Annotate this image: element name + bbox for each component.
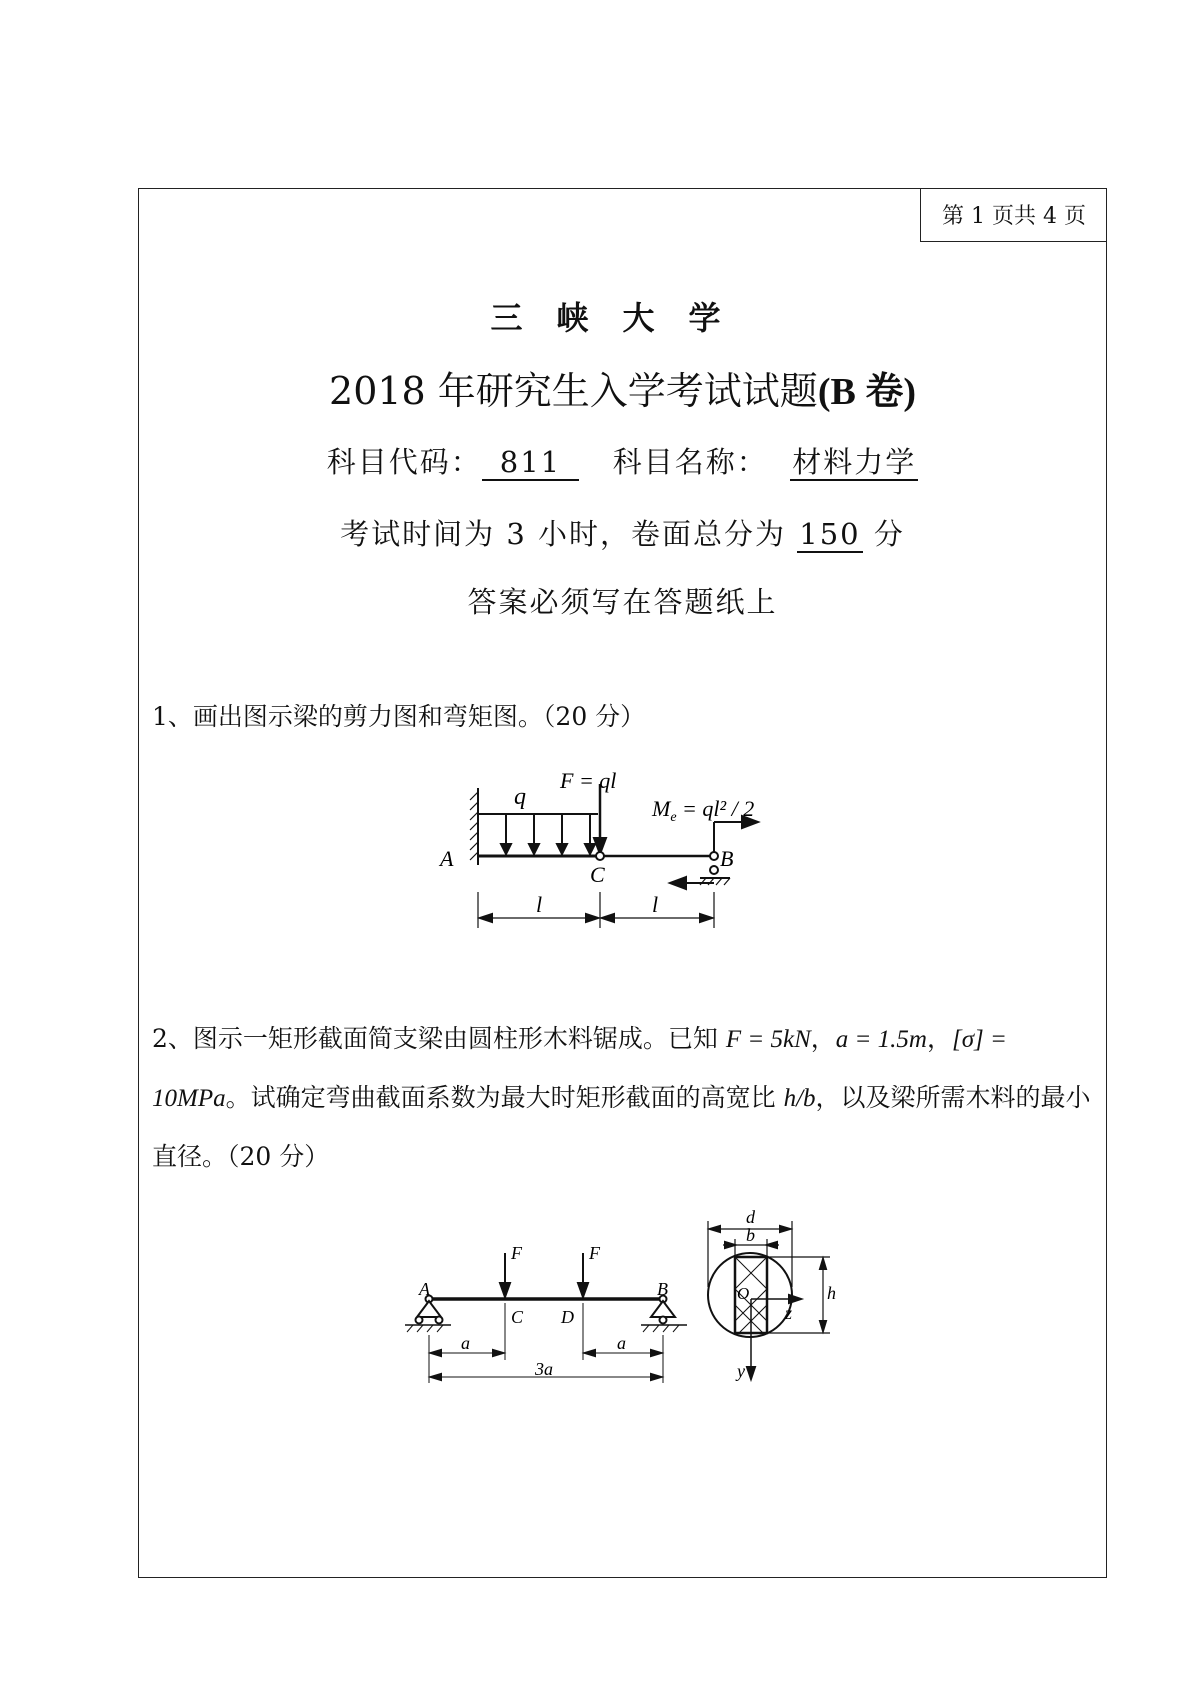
time-text: 考试时间为 3 小时，卷面总分为 <box>340 517 798 551</box>
q2-force-value: F = 5kN <box>725 1026 811 1053</box>
hinge-c <box>596 852 604 860</box>
moment-sub: e <box>670 810 677 825</box>
subject-code-label: 科目代码： <box>326 445 482 479</box>
subject-name-label: 科目名称： <box>612 445 768 479</box>
point-b-label: B <box>720 846 734 871</box>
support-a <box>417 1301 441 1317</box>
subject-code: 811 <box>482 446 579 481</box>
answer-note: 答案必须写在答题纸上 <box>467 585 778 619</box>
sec-d-label: d <box>746 1207 755 1227</box>
total-score: 150 <box>797 518 862 553</box>
title-volume: (B 卷) <box>817 371 916 413</box>
subject-name: 材料力学 <box>790 446 918 481</box>
f2-force-2: F <box>589 1243 600 1263</box>
f2-point-d: D <box>561 1307 574 1327</box>
score-unit: 分 <box>862 517 905 551</box>
length-2-label: l <box>652 892 659 917</box>
f2-dim-3a: 3a <box>535 1359 553 1379</box>
force-label: F = ql <box>560 770 617 793</box>
distributed-load-arrows <box>478 814 595 854</box>
support-b-roller <box>710 866 718 874</box>
moment-m: M <box>652 796 671 821</box>
cross-section <box>708 1221 830 1379</box>
sec-z-label: z <box>785 1303 793 1323</box>
sec-y-label: y <box>737 1361 745 1381</box>
q2-length-value: a = 1.5m <box>835 1026 927 1053</box>
figure-2-beam-section <box>405 1195 855 1395</box>
support-b-pin <box>710 852 718 860</box>
moment-label <box>651 796 754 825</box>
point-c-label: C <box>590 862 605 887</box>
figure-1-beam <box>430 770 770 940</box>
school-name: 三峡大学 <box>490 299 755 337</box>
title-main: 2018 年研究生入学考试试题 <box>329 369 818 413</box>
q2-sep2: ， <box>926 1024 952 1053</box>
length-1-label: l <box>536 892 543 917</box>
q2-stress-value: [σ] = 10MPa <box>152 1026 1007 1112</box>
sec-o-label: O <box>737 1284 750 1303</box>
q2-ratio: h/b <box>783 1085 816 1112</box>
f2-dim-a-right: a <box>617 1333 626 1353</box>
f2-point-c: C <box>511 1307 524 1327</box>
q2-text-b: 。试确定弯曲截面系数为最大时矩形截面的高宽比 <box>225 1083 784 1112</box>
support-b <box>651 1301 675 1317</box>
question-1: 1、画出图示梁的剪力图和弯矩图。（20 分） <box>152 702 646 731</box>
f2-force-1: F <box>511 1243 522 1263</box>
q2-text-a: 2、图示一矩形截面简支梁由圆柱形木料锯成。已知 <box>152 1024 726 1053</box>
subject-line <box>138 440 1107 481</box>
point-a-label: A <box>440 846 454 871</box>
reaction-arrowhead <box>670 877 686 889</box>
q2-text-c: ，以及梁所需木料的最小直径。（20 分） <box>152 1083 1091 1171</box>
sec-h-label: h <box>827 1283 836 1303</box>
page-indicator: 第 1 页共 4 页 <box>920 188 1107 242</box>
exam-title <box>138 360 1107 415</box>
f2-point-a: A <box>419 1279 430 1299</box>
f2-dim-a-left: a <box>461 1333 470 1353</box>
time-line <box>138 512 1107 553</box>
f2-point-b: B <box>657 1279 668 1299</box>
fixed-support-hatch <box>470 792 478 860</box>
question-2 <box>152 1010 1092 1186</box>
sec-b-label: b <box>746 1225 755 1245</box>
moment-rest: = ql² / 2 <box>676 796 755 821</box>
q2-sep1: ， <box>810 1024 836 1053</box>
load-q-label: q <box>514 784 526 810</box>
